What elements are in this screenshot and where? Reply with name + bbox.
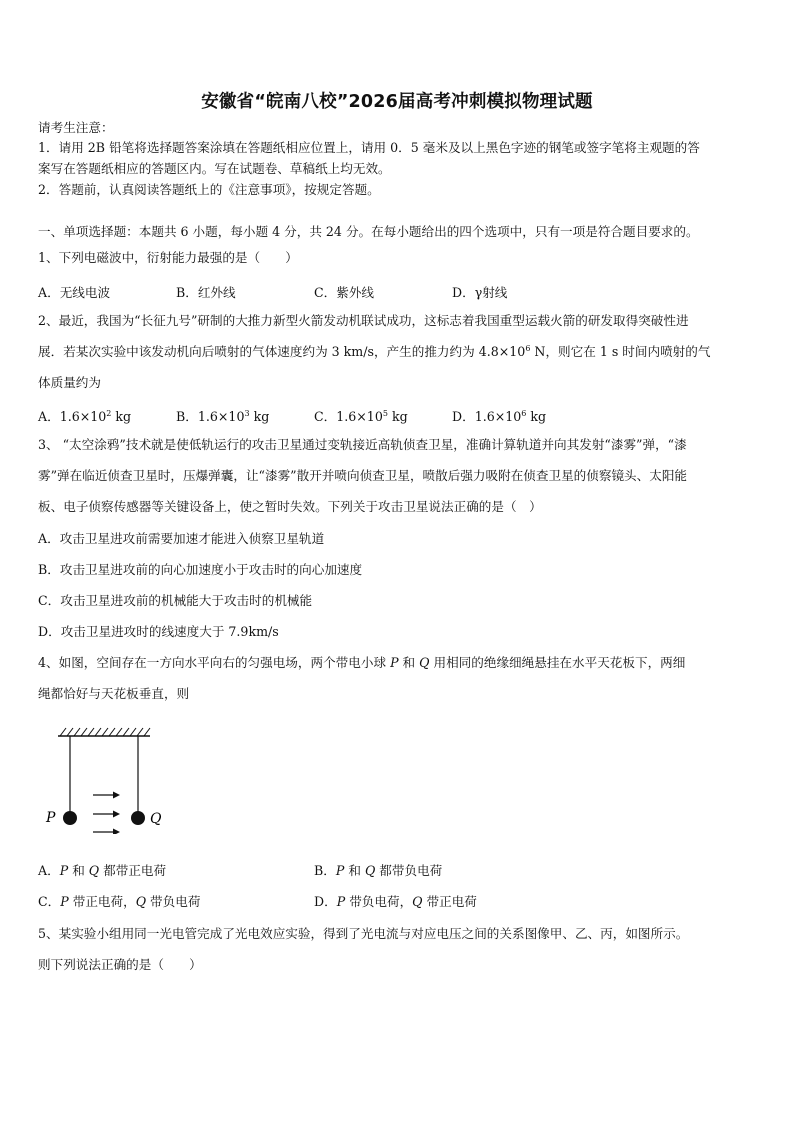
q3-option-c: C．攻击卫星进攻前的机械能大于攻击时的机械能 — [38, 593, 313, 608]
q3-line-2: 雾”弹在临近侦查卫星时，压爆弹囊，让“漆雾”散开并喷向侦查卫星，喷散后强力吸附在侦查卫星的侦察镜头、太阳能 — [38, 468, 688, 483]
q2-line-1: 2、最近，我国为“长征九号”研制的大推力新型火箭发动机联试成功，这标志着我国重型运载火箭的研发取得突破性进 — [38, 313, 689, 328]
label-p: P — [46, 810, 56, 826]
q1-option-b: B．红外线 — [176, 285, 236, 300]
q3-option-d: D．攻击卫星进攻时的线速度大于 7.9km/s — [38, 624, 279, 639]
notice-item-2: 2．答题前，认真阅读答题纸上的《注意事项》，按规定答题。 — [38, 182, 380, 197]
q3-option-b: B．攻击卫星进攻前的向心加速度小于攻击时的向心加速度 — [38, 562, 363, 577]
q2-line-2-exponent: 6 — [525, 344, 531, 353]
q4-option-a: A．P 和 Q 都带正电荷 — [38, 863, 167, 878]
ball-q — [131, 811, 145, 825]
page-title: 安徽省“皖南八校”2026届高考冲刺模拟物理试题 — [201, 92, 593, 112]
q3-line-3: 板、电子侦察传感器等关键设备上，使之暂时失效。下列关于攻击卫星说法正确的是（ ） — [38, 499, 542, 514]
q2-line-2 — [38, 344, 710, 360]
field-arrows — [93, 792, 120, 835]
q2-line-2-text-a: 展．若某次实验中该发动机向后喷射的气体速度约为 3 km/s，产生的推力约为 4.8×10 — [38, 344, 526, 359]
q5-line-1: 5、某实验小组用同一光电管完成了光电效应实验，得到了光电流与对应电压之间的关系图像甲、乙、丙，如图所示。 — [38, 926, 689, 941]
q1-option-a: A．无线电波 — [38, 285, 111, 300]
q5-line-2: 则下列说法正确的是（ ） — [38, 957, 202, 972]
section-header: 一、单项选择题：本题共 6 小题，每小题 4 分，共 24 分。在每小题给出的四个选项中，只有一项是符合题目要求的。 — [38, 224, 699, 239]
q1-option-d: D．γ射线 — [452, 285, 508, 300]
q4-option-d: D．P 带负电荷，Q 带正电荷 — [314, 894, 477, 909]
q2-line-3: 体质量约为 — [38, 375, 101, 390]
q3-option-a: A．攻击卫星进攻前需要加速才能进入侦察卫星轨道 — [38, 531, 325, 546]
q1-stem: 1、下列电磁波中，衍射能力最强的是（ ） — [38, 250, 298, 265]
notice-item-1-line-2: 案写在答题纸相应的答题区内。写在试题卷、草稿纸上均无效。 — [38, 161, 391, 176]
q2-option-b: B．$1.6\times 10^3$ kg — [176, 409, 270, 424]
q4-figure — [40, 722, 180, 834]
notice-item-1-line-1: 1．请用 2B 铅笔将选择题答案涂填在答题纸相应位置上，请用 0．5 毫米及以上黑色字迹的钢笔或签字笔将主观题的答 — [38, 140, 700, 155]
q4-line-2: 绳都恰好与天花板垂直，则 — [38, 686, 190, 701]
q3-line-1: 3、 “太空涂鸦”技术就是使低轨运行的攻击卫星通过变轨接近高轨侦查卫星，准确计算轨道并向其发射“漆雾”弹，“漆 — [38, 437, 687, 452]
q2-option-c: C．$1.6\times 10^5$ kg — [314, 409, 408, 424]
ball-p — [63, 811, 77, 825]
ceiling — [58, 728, 150, 736]
q2-option-d: D．$1.6\times 10^6$ kg — [452, 409, 547, 424]
notice-heading: 请考生注意： — [38, 120, 114, 135]
q2-line-2-text-b: N，则它在 1 s 时间内喷射的气 — [530, 344, 711, 359]
q2-option-a: A．$1.6\times 10^2$ kg — [38, 409, 132, 424]
q4-option-b: B．P 和 Q 都带负电荷 — [314, 863, 443, 878]
q4-line-1: 4、如图，空间存在一方向水平向右的匀强电场，两个带电小球 P 和 Q 用相同的绝缘细绳悬挂在水平天花板下，两细 — [38, 655, 686, 670]
label-q: Q — [150, 811, 162, 827]
q4-option-c: C．P 带正电荷，Q 带负电荷 — [38, 894, 201, 909]
q1-option-c: C．紫外线 — [314, 285, 375, 300]
